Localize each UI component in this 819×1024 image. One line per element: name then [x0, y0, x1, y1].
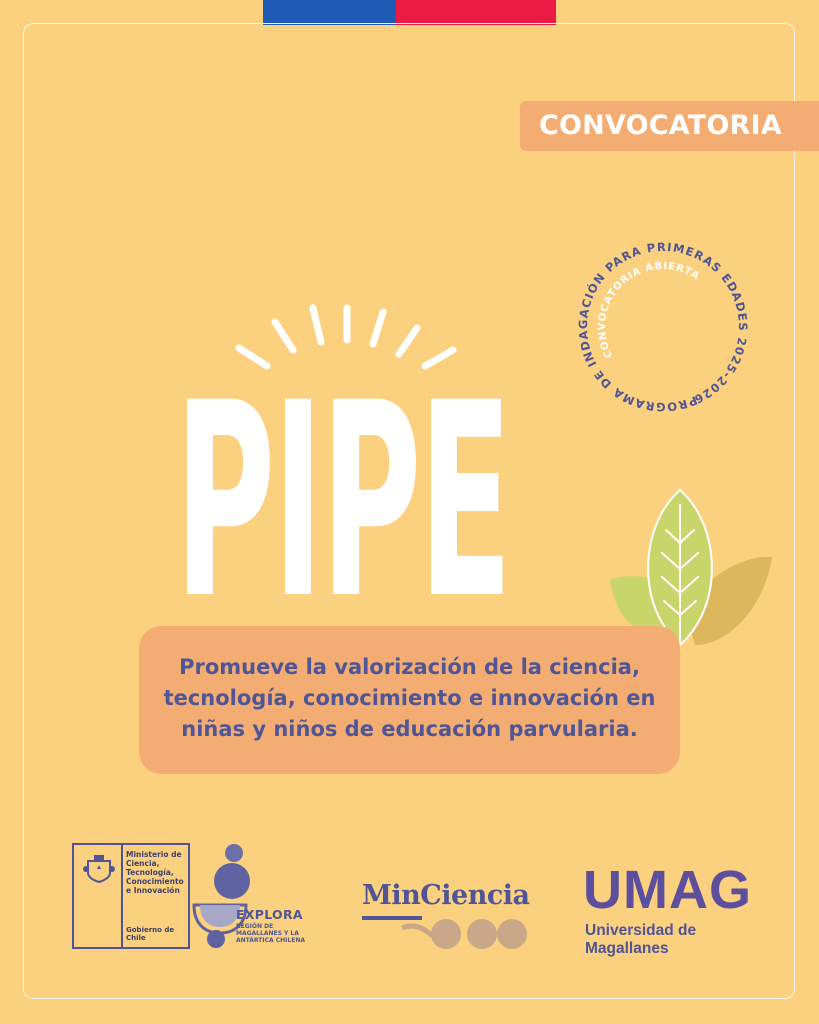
ministerio-logo	[72, 843, 190, 949]
ministerio-name	[126, 850, 184, 895]
convocatoria-badge: CONVOCATORIA	[520, 101, 819, 151]
seal-outer-text: PROGRAMA DE INDAGACIÓN PARA PRIMERAS EDADES 2025-2026	[575, 239, 751, 415]
flag-red-stripe	[396, 0, 556, 25]
minciencia-wordmark: MinCiencia	[362, 880, 530, 911]
explora-region-line: REGIÓN DE	[236, 923, 274, 930]
sun-rays-decoration	[225, 300, 465, 380]
ministerio-line: Ministerio de	[126, 850, 182, 859]
description-line: Promueve la valorización de la ciencia,	[179, 655, 640, 679]
description-box	[139, 626, 680, 774]
pipe-title-text: PIPE	[174, 372, 510, 607]
coat-of-arms-icon	[82, 853, 116, 883]
pipe-title	[172, 372, 512, 607]
explora-region-line: ANTÁRTICA CHILENA	[236, 937, 305, 944]
program-seal	[568, 232, 758, 422]
umag-name: Universidad de Magallanes	[585, 922, 697, 957]
umag-logo	[583, 860, 763, 957]
explora-region	[236, 923, 305, 944]
description-line: niñas y niños de educación parvularia.	[181, 717, 638, 741]
description-line: tecnología, conocimiento e innovación en	[163, 686, 656, 710]
explora-logo	[192, 843, 307, 949]
minciencia-icon	[362, 914, 542, 950]
ministerio-line: Conocimiento	[126, 877, 184, 886]
ministerio-line: Tecnología,	[126, 868, 174, 877]
ministerio-line: Ciencia,	[126, 859, 160, 868]
gobierno-label: Gobierno de Chile	[126, 926, 175, 942]
svg-text:PROGRAMA DE INDAGACIÓN PARA PR	[568, 232, 758, 422]
logo-divider	[121, 845, 123, 947]
flag-blue-stripe	[263, 0, 396, 25]
seal-inner-text: CONVOCATORIA ABIERTA	[596, 260, 702, 360]
ministerio-line: e Innovación	[126, 886, 180, 895]
explora-name: EXPLORA	[236, 907, 303, 922]
explora-region-line: MAGALLANES Y LA	[236, 930, 299, 937]
minciencia-logo	[362, 880, 547, 950]
description-text	[139, 652, 680, 745]
umag-acronym: UMAG	[583, 860, 752, 920]
